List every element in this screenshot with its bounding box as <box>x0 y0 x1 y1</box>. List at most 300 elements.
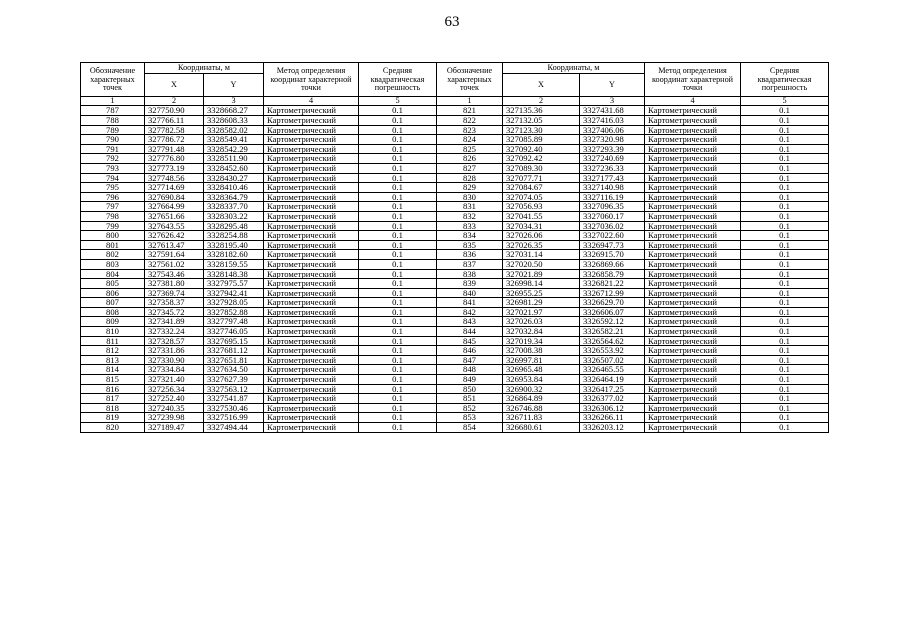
x-coord-cell: 327031.14 <box>503 250 580 260</box>
error-cell: 0.1 <box>359 125 437 135</box>
y-coord-cell: 3326203.12 <box>580 423 645 433</box>
error-cell: 0.1 <box>359 192 437 202</box>
x-coord-cell: 327026.35 <box>503 240 580 250</box>
method-cell: Картометрический <box>645 346 741 356</box>
x-coord-cell: 326711.83 <box>503 413 580 423</box>
point-id-cell: 829 <box>437 183 503 193</box>
x-coord-cell: 327123.30 <box>503 125 580 135</box>
y-coord-cell: 3326582.21 <box>580 327 645 337</box>
y-coord-cell: 3327541.87 <box>204 394 264 404</box>
column-number: 3 <box>580 97 645 106</box>
x-coord-cell: 327056.93 <box>503 202 580 212</box>
method-cell: Картометрический <box>264 202 359 212</box>
error-cell: 0.1 <box>359 394 437 404</box>
y-coord-cell: 3327320.98 <box>580 135 645 145</box>
y-coord-cell: 3326712.99 <box>580 288 645 298</box>
x-coord-cell: 326953.84 <box>503 375 580 385</box>
method-cell: Картометрический <box>645 163 741 173</box>
point-id-cell: 790 <box>81 135 145 145</box>
x-coord-cell: 327077.71 <box>503 173 580 183</box>
point-id-cell: 808 <box>81 307 145 317</box>
method-cell: Картометрический <box>645 259 741 269</box>
y-coord-cell: 3326821.22 <box>580 279 645 289</box>
x-coord-cell: 327643.55 <box>145 221 204 231</box>
point-id-cell: 825 <box>437 144 503 154</box>
point-id-cell: 788 <box>81 116 145 126</box>
error-cell: 0.1 <box>359 173 437 183</box>
y-coord-cell: 3327036.02 <box>580 221 645 231</box>
error-cell: 0.1 <box>359 365 437 375</box>
header-coords-label: Координаты, м <box>503 63 645 74</box>
method-cell: Картометрический <box>264 144 359 154</box>
point-id-cell: 793 <box>81 163 145 173</box>
x-coord-cell: 326981.29 <box>503 298 580 308</box>
point-id-cell: 852 <box>437 403 503 413</box>
method-cell: Картометрический <box>645 279 741 289</box>
y-coord-cell: 3326306.12 <box>580 403 645 413</box>
method-cell: Картометрический <box>264 327 359 337</box>
point-id-cell: 797 <box>81 202 145 212</box>
x-coord-cell: 327021.89 <box>503 269 580 279</box>
y-coord-cell: 3327236.33 <box>580 163 645 173</box>
y-coord-cell: 3328303.22 <box>204 211 264 221</box>
y-coord-cell: 3327651.81 <box>204 355 264 365</box>
point-id-cell: 844 <box>437 327 503 337</box>
table-row <box>81 259 829 269</box>
point-id-cell: 805 <box>81 279 145 289</box>
x-coord-cell: 327074.05 <box>503 192 580 202</box>
table-row <box>81 192 829 202</box>
point-id-cell: 828 <box>437 173 503 183</box>
x-coord-cell: 327714.69 <box>145 183 204 193</box>
table-row <box>81 384 829 394</box>
method-cell: Картометрический <box>645 135 741 145</box>
table-row <box>81 106 829 116</box>
y-coord-cell: 3327096.35 <box>580 202 645 212</box>
error-cell: 0.1 <box>741 327 829 337</box>
method-cell: Картометрический <box>645 192 741 202</box>
y-coord-cell: 3327634.50 <box>204 365 264 375</box>
error-cell: 0.1 <box>359 183 437 193</box>
error-cell: 0.1 <box>359 211 437 221</box>
y-coord-cell: 3328410.46 <box>204 183 264 193</box>
table-row <box>81 346 829 356</box>
y-coord-cell: 3326377.02 <box>580 394 645 404</box>
table-header <box>81 63 829 106</box>
point-id-cell: 816 <box>81 384 145 394</box>
method-cell: Картометрический <box>264 413 359 423</box>
header-y-label: Y <box>204 74 264 97</box>
point-id-cell: 842 <box>437 307 503 317</box>
y-coord-cell: 3327140.98 <box>580 183 645 193</box>
method-cell: Картометрический <box>264 106 359 116</box>
x-coord-cell: 327626.42 <box>145 231 204 241</box>
error-cell: 0.1 <box>741 135 829 145</box>
point-id-cell: 811 <box>81 336 145 346</box>
x-coord-cell: 327381.80 <box>145 279 204 289</box>
method-cell: Картометрический <box>264 365 359 375</box>
x-coord-cell: 327776.80 <box>145 154 204 164</box>
error-cell: 0.1 <box>359 135 437 145</box>
error-cell: 0.1 <box>741 307 829 317</box>
y-coord-cell: 3327416.03 <box>580 116 645 126</box>
point-id-cell: 794 <box>81 173 145 183</box>
y-coord-cell: 3328452.60 <box>204 163 264 173</box>
y-coord-cell: 3328511.90 <box>204 154 264 164</box>
table-row <box>81 279 829 289</box>
point-id-cell: 834 <box>437 231 503 241</box>
method-cell: Картометрический <box>645 384 741 394</box>
x-coord-cell: 327651.66 <box>145 211 204 221</box>
x-coord-cell: 327032.84 <box>503 327 580 337</box>
method-cell: Картометрический <box>645 211 741 221</box>
point-id-cell: 803 <box>81 259 145 269</box>
y-coord-cell: 3328430.27 <box>204 173 264 183</box>
table-row <box>81 211 829 221</box>
x-coord-cell: 327328.57 <box>145 336 204 346</box>
x-coord-cell: 327591.64 <box>145 250 204 260</box>
point-id-cell: 850 <box>437 384 503 394</box>
point-id-cell: 851 <box>437 394 503 404</box>
point-id-cell: 826 <box>437 154 503 164</box>
method-cell: Картометрический <box>264 307 359 317</box>
x-coord-cell: 327791.48 <box>145 144 204 154</box>
y-coord-cell: 3326629.70 <box>580 298 645 308</box>
method-cell: Картометрический <box>645 221 741 231</box>
y-coord-cell: 3327942.41 <box>204 288 264 298</box>
y-coord-cell: 3327494.44 <box>204 423 264 433</box>
method-cell: Картометрический <box>264 384 359 394</box>
y-coord-cell: 3328254.88 <box>204 231 264 241</box>
error-cell: 0.1 <box>741 346 829 356</box>
y-coord-cell: 3326464.19 <box>580 375 645 385</box>
point-id-cell: 833 <box>437 221 503 231</box>
table-row <box>81 327 829 337</box>
point-id-cell: 846 <box>437 346 503 356</box>
error-cell: 0.1 <box>359 116 437 126</box>
y-coord-cell: 3328195.40 <box>204 240 264 250</box>
y-coord-cell: 3327516.99 <box>204 413 264 423</box>
error-cell: 0.1 <box>741 202 829 212</box>
error-cell: 0.1 <box>741 336 829 346</box>
error-cell: 0.1 <box>359 327 437 337</box>
x-coord-cell: 327021.97 <box>503 307 580 317</box>
method-cell: Картометрический <box>645 240 741 250</box>
point-id-cell: 823 <box>437 125 503 135</box>
method-cell: Картометрический <box>645 394 741 404</box>
error-cell: 0.1 <box>741 240 829 250</box>
page-number: 63 <box>444 14 460 30</box>
method-cell: Картометрический <box>264 375 359 385</box>
error-cell: 0.1 <box>741 144 829 154</box>
method-cell: Картометрический <box>645 106 741 116</box>
method-cell: Картометрический <box>645 375 741 385</box>
point-id-cell: 798 <box>81 211 145 221</box>
error-cell: 0.1 <box>741 231 829 241</box>
table-row <box>81 125 829 135</box>
y-coord-cell: 3328542.29 <box>204 144 264 154</box>
error-cell: 0.1 <box>741 183 829 193</box>
y-coord-cell: 3327116.19 <box>580 192 645 202</box>
header-error-label: Средняя квадратическая погрешность <box>741 63 829 97</box>
point-id-cell: 795 <box>81 183 145 193</box>
error-cell: 0.1 <box>741 288 829 298</box>
point-id-cell: 796 <box>81 192 145 202</box>
point-id-cell: 845 <box>437 336 503 346</box>
method-cell: Картометрический <box>645 327 741 337</box>
error-cell: 0.1 <box>741 192 829 202</box>
table-row <box>81 154 829 164</box>
table-row <box>81 221 829 231</box>
x-coord-cell: 327330.90 <box>145 355 204 365</box>
point-id-cell: 812 <box>81 346 145 356</box>
y-coord-cell: 3326869.66 <box>580 259 645 269</box>
header-coords-label: Координаты, м <box>145 63 264 74</box>
method-cell: Картометрический <box>264 192 359 202</box>
y-coord-cell: 3327240.69 <box>580 154 645 164</box>
method-cell: Картометрический <box>264 240 359 250</box>
error-cell: 0.1 <box>741 269 829 279</box>
column-number: 2 <box>145 97 204 106</box>
error-cell: 0.1 <box>359 336 437 346</box>
header-point-label: Обозначение характерных точек <box>437 63 503 97</box>
method-cell: Картометрический <box>264 269 359 279</box>
column-number: 2 <box>503 97 580 106</box>
point-id-cell: 831 <box>437 202 503 212</box>
point-id-cell: 836 <box>437 250 503 260</box>
column-number: 5 <box>741 97 829 106</box>
error-cell: 0.1 <box>359 355 437 365</box>
method-cell: Картометрический <box>264 154 359 164</box>
x-coord-cell: 327020.50 <box>503 259 580 269</box>
y-coord-cell: 3326465.55 <box>580 365 645 375</box>
method-cell: Картометрический <box>645 355 741 365</box>
error-cell: 0.1 <box>359 298 437 308</box>
error-cell: 0.1 <box>741 384 829 394</box>
point-id-cell: 804 <box>81 269 145 279</box>
y-coord-cell: 3327797.48 <box>204 317 264 327</box>
x-coord-cell: 327008.38 <box>503 346 580 356</box>
point-id-cell: 807 <box>81 298 145 308</box>
y-coord-cell: 3328582.02 <box>204 125 264 135</box>
point-id-cell: 799 <box>81 221 145 231</box>
header-method-label: Метод определения координат характерной точки <box>264 63 359 97</box>
method-cell: Картометрический <box>264 394 359 404</box>
x-coord-cell: 327748.56 <box>145 173 204 183</box>
error-cell: 0.1 <box>359 288 437 298</box>
table-row <box>81 375 829 385</box>
point-id-cell: 810 <box>81 327 145 337</box>
y-coord-cell: 3328364.79 <box>204 192 264 202</box>
method-cell: Картометрический <box>645 269 741 279</box>
y-coord-cell: 3327563.12 <box>204 384 264 394</box>
table-row <box>81 394 829 404</box>
method-cell: Картометрический <box>645 144 741 154</box>
y-coord-cell: 3326553.92 <box>580 346 645 356</box>
error-cell: 0.1 <box>359 346 437 356</box>
point-id-cell: 802 <box>81 250 145 260</box>
x-coord-cell: 327613.47 <box>145 240 204 250</box>
x-coord-cell: 327345.72 <box>145 307 204 317</box>
header-point-label: Обозначение характерных точек <box>81 63 145 97</box>
x-coord-cell: 327358.37 <box>145 298 204 308</box>
error-cell: 0.1 <box>359 413 437 423</box>
method-cell: Картометрический <box>264 211 359 221</box>
table-row <box>81 403 829 413</box>
method-cell: Картометрический <box>645 423 741 433</box>
error-cell: 0.1 <box>359 259 437 269</box>
point-id-cell: 787 <box>81 106 145 116</box>
method-cell: Картометрический <box>645 183 741 193</box>
y-coord-cell: 3328295.48 <box>204 221 264 231</box>
point-id-cell: 830 <box>437 192 503 202</box>
method-cell: Картометрический <box>264 355 359 365</box>
header-y-label: Y <box>580 74 645 97</box>
x-coord-cell: 327240.35 <box>145 403 204 413</box>
table-body <box>81 106 829 432</box>
method-cell: Картометрический <box>264 279 359 289</box>
method-cell: Картометрический <box>264 423 359 433</box>
y-coord-cell: 3326507.02 <box>580 355 645 365</box>
y-coord-cell: 3327022.60 <box>580 231 645 241</box>
y-coord-cell: 3328159.55 <box>204 259 264 269</box>
column-numbers-row <box>81 97 829 106</box>
x-coord-cell: 327690.84 <box>145 192 204 202</box>
y-coord-cell: 3326915.70 <box>580 250 645 260</box>
error-cell: 0.1 <box>359 221 437 231</box>
method-cell: Картометрический <box>264 125 359 135</box>
x-coord-cell: 327256.34 <box>145 384 204 394</box>
error-cell: 0.1 <box>359 375 437 385</box>
x-coord-cell: 326746.88 <box>503 403 580 413</box>
table-row <box>81 116 829 126</box>
x-coord-cell: 326965.48 <box>503 365 580 375</box>
x-coord-cell: 327041.55 <box>503 211 580 221</box>
error-cell: 0.1 <box>741 211 829 221</box>
point-id-cell: 806 <box>81 288 145 298</box>
table-row <box>81 423 829 433</box>
error-cell: 0.1 <box>741 116 829 126</box>
x-coord-cell: 327766.11 <box>145 116 204 126</box>
x-coord-cell: 327026.03 <box>503 317 580 327</box>
x-coord-cell: 327132.05 <box>503 116 580 126</box>
table-row <box>81 173 829 183</box>
column-number: 4 <box>264 97 359 106</box>
y-coord-cell: 3328549.41 <box>204 135 264 145</box>
point-id-cell: 840 <box>437 288 503 298</box>
error-cell: 0.1 <box>359 307 437 317</box>
column-number: 3 <box>204 97 264 106</box>
y-coord-cell: 3326858.79 <box>580 269 645 279</box>
error-cell: 0.1 <box>741 413 829 423</box>
x-coord-cell: 326680.61 <box>503 423 580 433</box>
x-coord-cell: 327782.58 <box>145 125 204 135</box>
error-cell: 0.1 <box>359 317 437 327</box>
y-coord-cell: 3328337.70 <box>204 202 264 212</box>
y-coord-cell: 3327681.12 <box>204 346 264 356</box>
y-coord-cell: 3327852.88 <box>204 307 264 317</box>
point-id-cell: 800 <box>81 231 145 241</box>
method-cell: Картометрический <box>264 259 359 269</box>
x-coord-cell: 327019.34 <box>503 336 580 346</box>
error-cell: 0.1 <box>741 394 829 404</box>
table-row <box>81 355 829 365</box>
error-cell: 0.1 <box>741 279 829 289</box>
x-coord-cell: 327321.40 <box>145 375 204 385</box>
y-coord-cell: 3326606.07 <box>580 307 645 317</box>
table-row <box>81 288 829 298</box>
error-cell: 0.1 <box>741 317 829 327</box>
error-cell: 0.1 <box>741 173 829 183</box>
column-number: 5 <box>359 97 437 106</box>
x-coord-cell: 327085.89 <box>503 135 580 145</box>
method-cell: Картометрический <box>645 116 741 126</box>
method-cell: Картометрический <box>264 336 359 346</box>
method-cell: Картометрический <box>264 250 359 260</box>
error-cell: 0.1 <box>359 269 437 279</box>
point-id-cell: 848 <box>437 365 503 375</box>
table-row <box>81 135 829 145</box>
method-cell: Картометрический <box>645 365 741 375</box>
method-cell: Картометрический <box>645 125 741 135</box>
header-error-label: Средняя квадратическая погрешность <box>359 63 437 97</box>
y-coord-cell: 3327060.17 <box>580 211 645 221</box>
coordinates-table <box>80 62 829 433</box>
point-id-cell: 801 <box>81 240 145 250</box>
x-coord-cell: 327034.31 <box>503 221 580 231</box>
column-number: 1 <box>81 97 145 106</box>
table-row <box>81 183 829 193</box>
method-cell: Картометрический <box>645 298 741 308</box>
point-id-cell: 832 <box>437 211 503 221</box>
error-cell: 0.1 <box>359 154 437 164</box>
x-coord-cell: 327189.47 <box>145 423 204 433</box>
point-id-cell: 821 <box>437 106 503 116</box>
x-coord-cell: 326900.32 <box>503 384 580 394</box>
method-cell: Картометрический <box>264 183 359 193</box>
x-coord-cell: 327331.86 <box>145 346 204 356</box>
point-id-cell: 813 <box>81 355 145 365</box>
error-cell: 0.1 <box>741 221 829 231</box>
point-id-cell: 827 <box>437 163 503 173</box>
method-cell: Картометрический <box>645 307 741 317</box>
point-id-cell: 820 <box>81 423 145 433</box>
method-cell: Картометрический <box>264 298 359 308</box>
x-coord-cell: 327334.84 <box>145 365 204 375</box>
y-coord-cell: 3326266.11 <box>580 413 645 423</box>
x-coord-cell: 327750.90 <box>145 106 204 116</box>
point-id-cell: 847 <box>437 355 503 365</box>
method-cell: Картометрический <box>645 288 741 298</box>
table-row <box>81 336 829 346</box>
y-coord-cell: 3327746.05 <box>204 327 264 337</box>
point-id-cell: 789 <box>81 125 145 135</box>
method-cell: Картометрический <box>645 317 741 327</box>
error-cell: 0.1 <box>741 365 829 375</box>
method-cell: Картометрический <box>264 173 359 183</box>
error-cell: 0.1 <box>741 163 829 173</box>
error-cell: 0.1 <box>359 202 437 212</box>
point-id-cell: 818 <box>81 403 145 413</box>
error-cell: 0.1 <box>359 163 437 173</box>
point-id-cell: 814 <box>81 365 145 375</box>
method-cell: Картометрический <box>645 413 741 423</box>
point-id-cell: 854 <box>437 423 503 433</box>
method-cell: Картометрический <box>264 288 359 298</box>
x-coord-cell: 327092.42 <box>503 154 580 164</box>
error-cell: 0.1 <box>359 403 437 413</box>
x-coord-cell: 327786.72 <box>145 135 204 145</box>
